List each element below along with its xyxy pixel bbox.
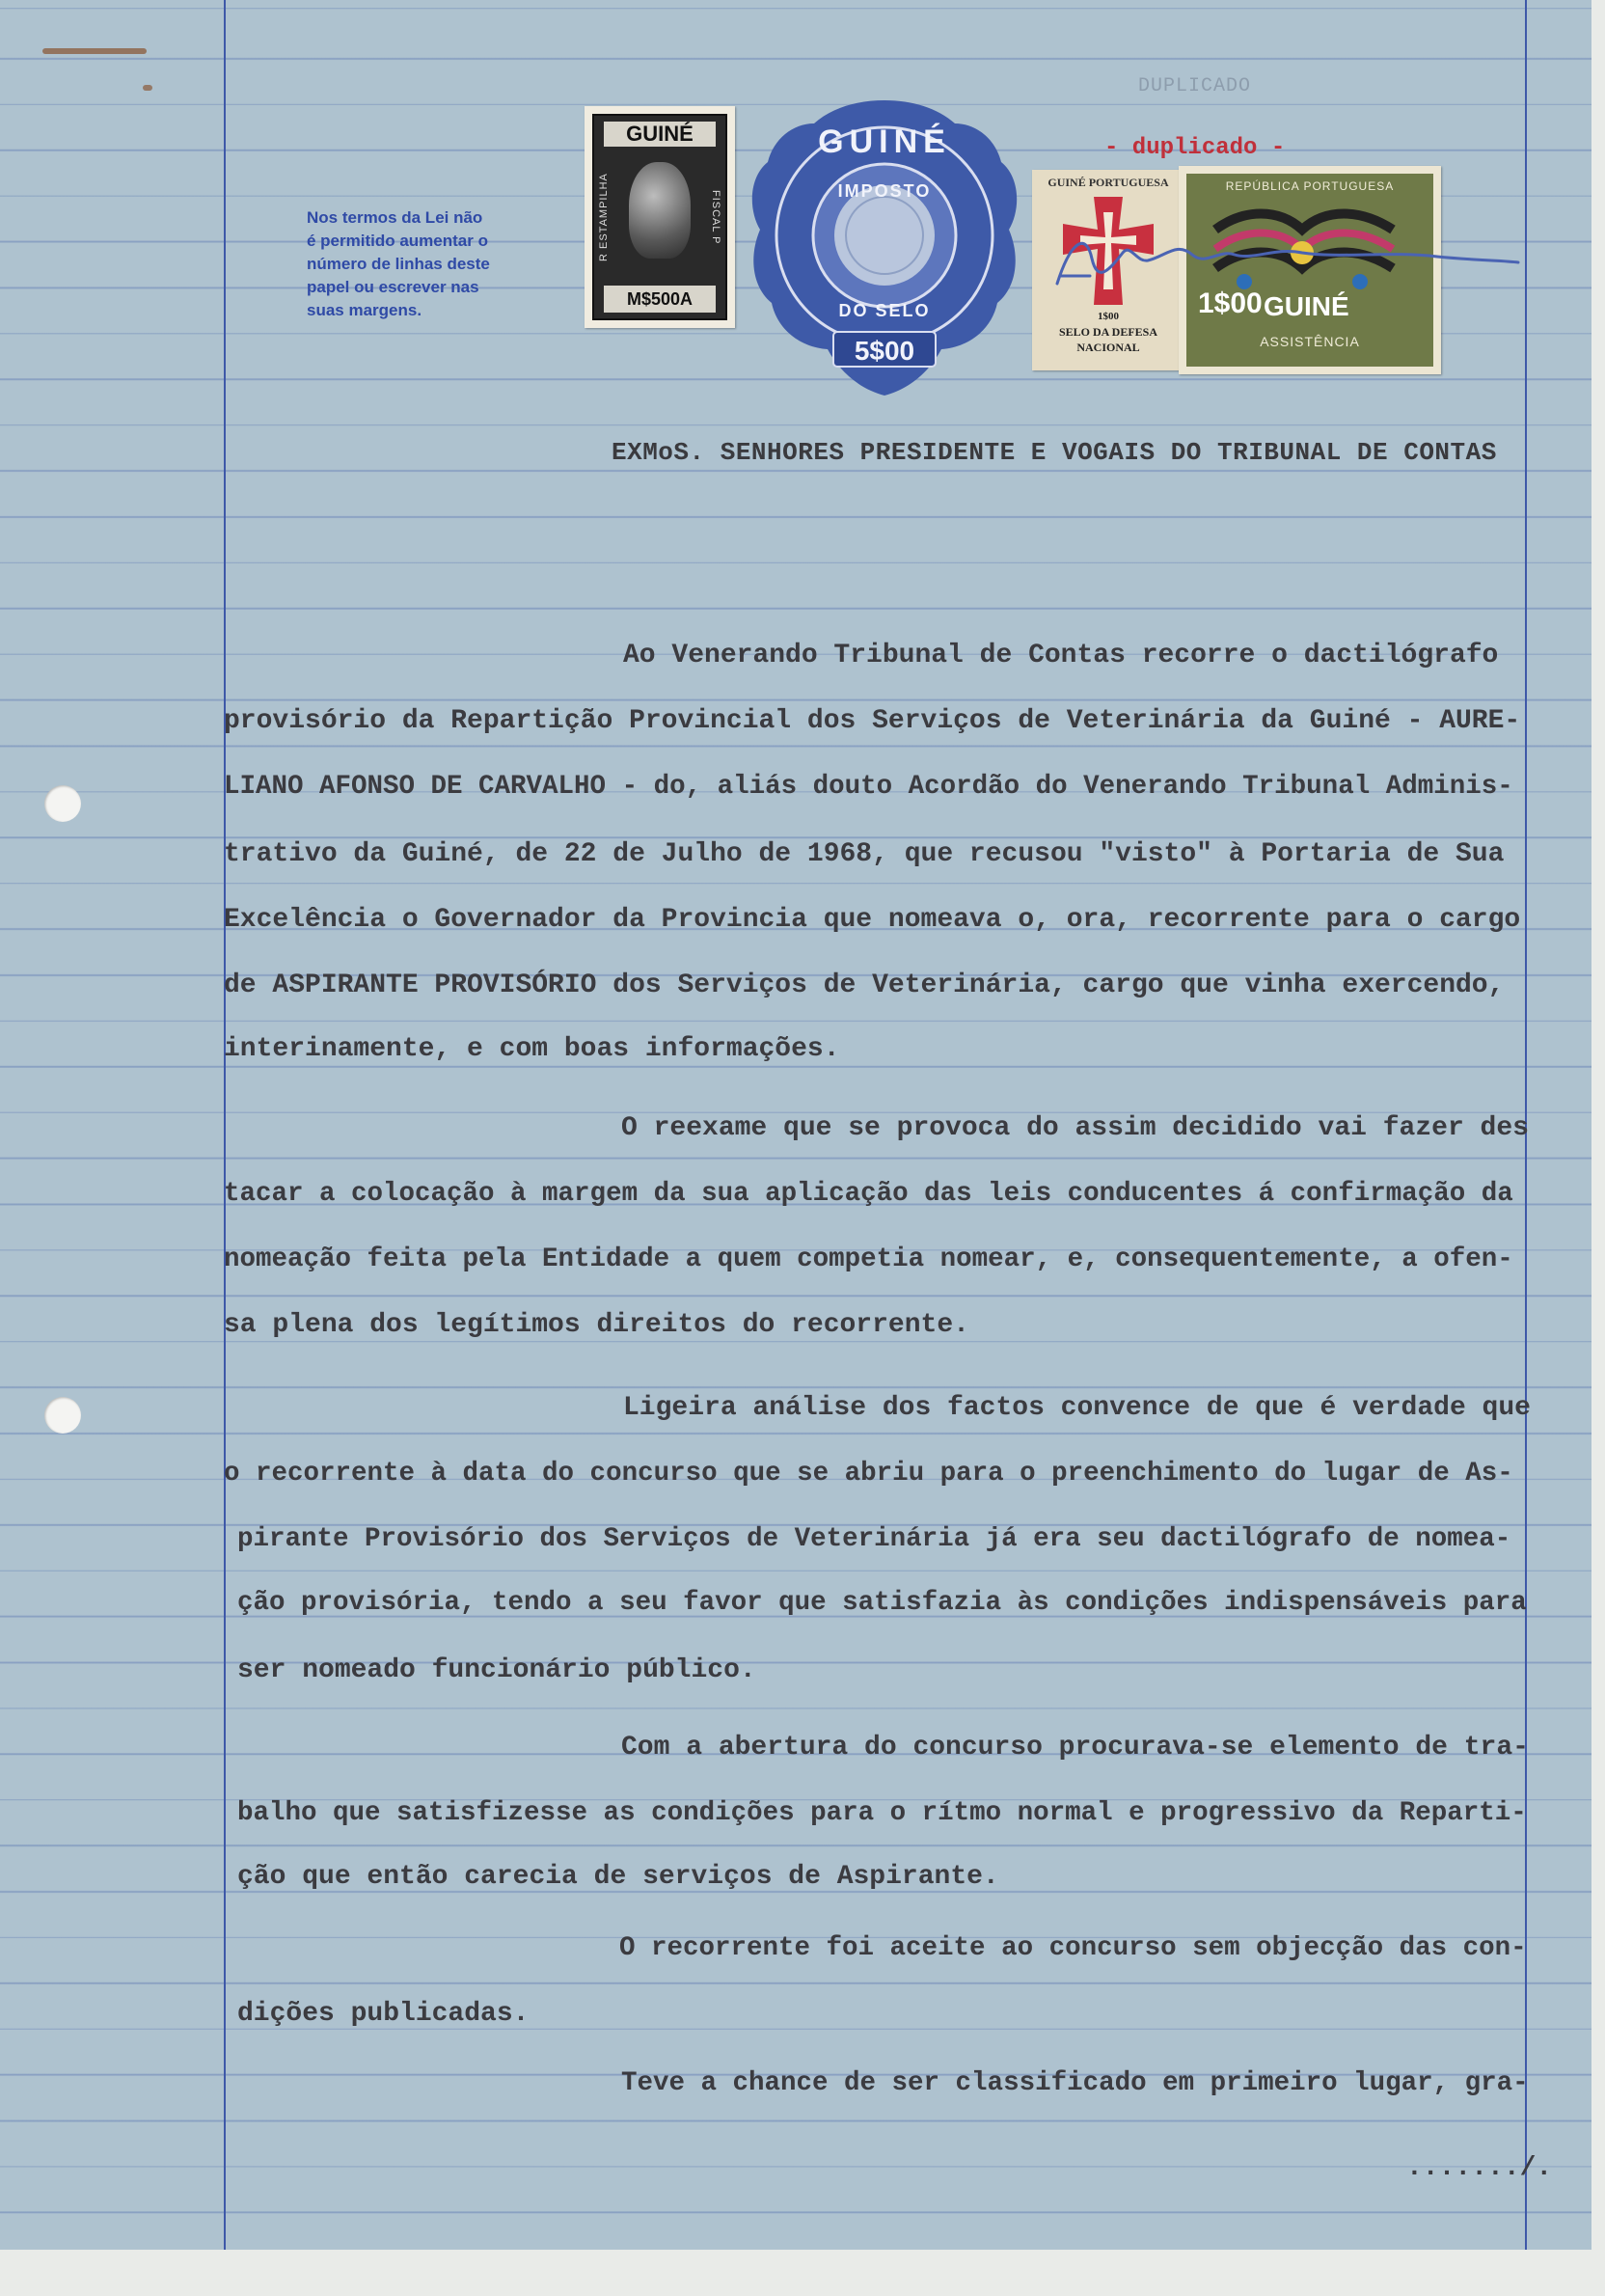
assistance-stamp-value: 1$00	[1198, 287, 1263, 319]
seal-value: 5$00	[854, 336, 915, 366]
text-line: trativo da Guiné, de 22 de Julho de 1968, que recusou "visto" à Portaria de Sua	[224, 839, 1505, 869]
continuation-mark: ......./.	[1406, 2153, 1553, 2183]
seal-label-top: IMPOSTO	[837, 181, 932, 201]
text-line: provisório da Repartição Provincial dos Serviços de Veterinária da Guiné - AURE-	[224, 706, 1521, 736]
defense-stamp-label: SELO DA DEFESA	[1058, 325, 1158, 339]
portrait-icon	[629, 162, 691, 259]
assistance-stamp-country: GUINÉ	[1264, 291, 1349, 321]
text-line: Ligeira análise dos factos convence de que é verdade que	[623, 1393, 1531, 1423]
fiscal-stamp-side-left: R ESTAMPILHA	[598, 173, 610, 261]
notice-line: número de linhas deste	[307, 255, 490, 273]
notice-line: suas margens.	[307, 301, 422, 319]
text-line: Com a abertura do concurso procurava-se elemento de tra-	[621, 1733, 1529, 1763]
signature-icon	[1022, 203, 1524, 309]
text-line: ção que então carecia de serviços de Aspirante.	[237, 1862, 999, 1892]
text-line: O reexame que se provoca do assim decidido vai fazer des	[621, 1113, 1529, 1143]
defense-stamp-label: NACIONAL	[1076, 341, 1140, 354]
seal-label-bottom: DO SELO	[838, 301, 931, 320]
text-line: o recorrente à data do concurso que se abriu para o preenchimento do lugar de As-	[224, 1459, 1513, 1489]
rust-mark	[42, 48, 147, 54]
assistance-stamp-label: ASSISTÊNCIA	[1260, 334, 1360, 349]
seal-country: GUINÉ	[818, 123, 951, 160]
rust-mark	[143, 85, 152, 91]
text-line: de ASPIRANTE PROVISÓRIO dos Serviços de Veterinária, cargo que vinha exercendo,	[224, 970, 1505, 1000]
notice-line: é permitido aumentar o	[307, 232, 488, 250]
tax-seal	[748, 95, 1020, 401]
text-line: balho que satisfizesse as condições para o rítmo normal e progressivo da Reparti-	[237, 1798, 1527, 1828]
defense-stamp-country: GUINÉ PORTUGUESA	[1047, 176, 1169, 189]
text-line: pirante Provisório dos Serviços de Veterinária já era seu dactilógrafo de nomea-	[237, 1524, 1511, 1554]
text-line: tacar a colocação à margem da sua aplicação das leis conducentes á confirmação da	[224, 1179, 1513, 1209]
assistance-stamp-header: REPÚBLICA PORTUGUESA	[1225, 179, 1395, 193]
text-line: O recorrente foi aceite ao concurso sem objecção das con-	[619, 1933, 1527, 1963]
duplicate-mark: - duplicado -	[1104, 135, 1286, 161]
text-line: ser nomeado funcionário público.	[237, 1655, 756, 1685]
fiscal-stamp-country: GUINÉ	[604, 122, 716, 147]
fiscal-stamp-side-right: FISCAL P	[710, 189, 721, 245]
text-line: LIANO AFONSO DE CARVALHO - do, aliás douto Acordão do Venerando Tribunal Adminis-	[224, 772, 1513, 802]
fiscal-stamp-value: M$500A	[604, 286, 716, 313]
margin-notice	[307, 206, 538, 322]
text-line: Teve a chance de ser classificado em primeiro lugar, gra-	[621, 2068, 1529, 2098]
fiscal-stamp	[585, 106, 735, 328]
text-line: sa plena dos legítimos direitos do recorrente.	[224, 1310, 969, 1340]
text-line: interinamente, e com boas informações.	[224, 1034, 840, 1064]
faint-stamp: DUPLICADO	[1138, 75, 1252, 97]
notice-line: Nos termos da Lei não	[307, 208, 483, 227]
punch-hole	[44, 785, 81, 822]
text-line: dições publicadas.	[237, 1999, 530, 2029]
punch-hole	[44, 1397, 81, 1434]
notice-line: papel ou escrever nas	[307, 278, 479, 296]
left-margin-line	[224, 0, 226, 2250]
text-line: Excelência o Governador da Provincia que nomeava o, ora, recorrente para o cargo	[224, 905, 1521, 935]
document-title: EXMoS. SENHORES PRESIDENTE E VOGAIS DO TRIBUNAL DE CONTAS	[612, 438, 1497, 467]
text-line: nomeação feita pela Entidade a quem competia nomear, e, consequentemente, a ofen-	[224, 1244, 1513, 1274]
defense-stamp-value: 1$00	[1098, 311, 1119, 322]
text-line: ção provisória, tendo a seu favor que satisfazia às condições indispensáveis para	[237, 1588, 1527, 1618]
text-line: Ao Venerando Tribunal de Contas recorre o dactilógrafo	[623, 641, 1499, 670]
